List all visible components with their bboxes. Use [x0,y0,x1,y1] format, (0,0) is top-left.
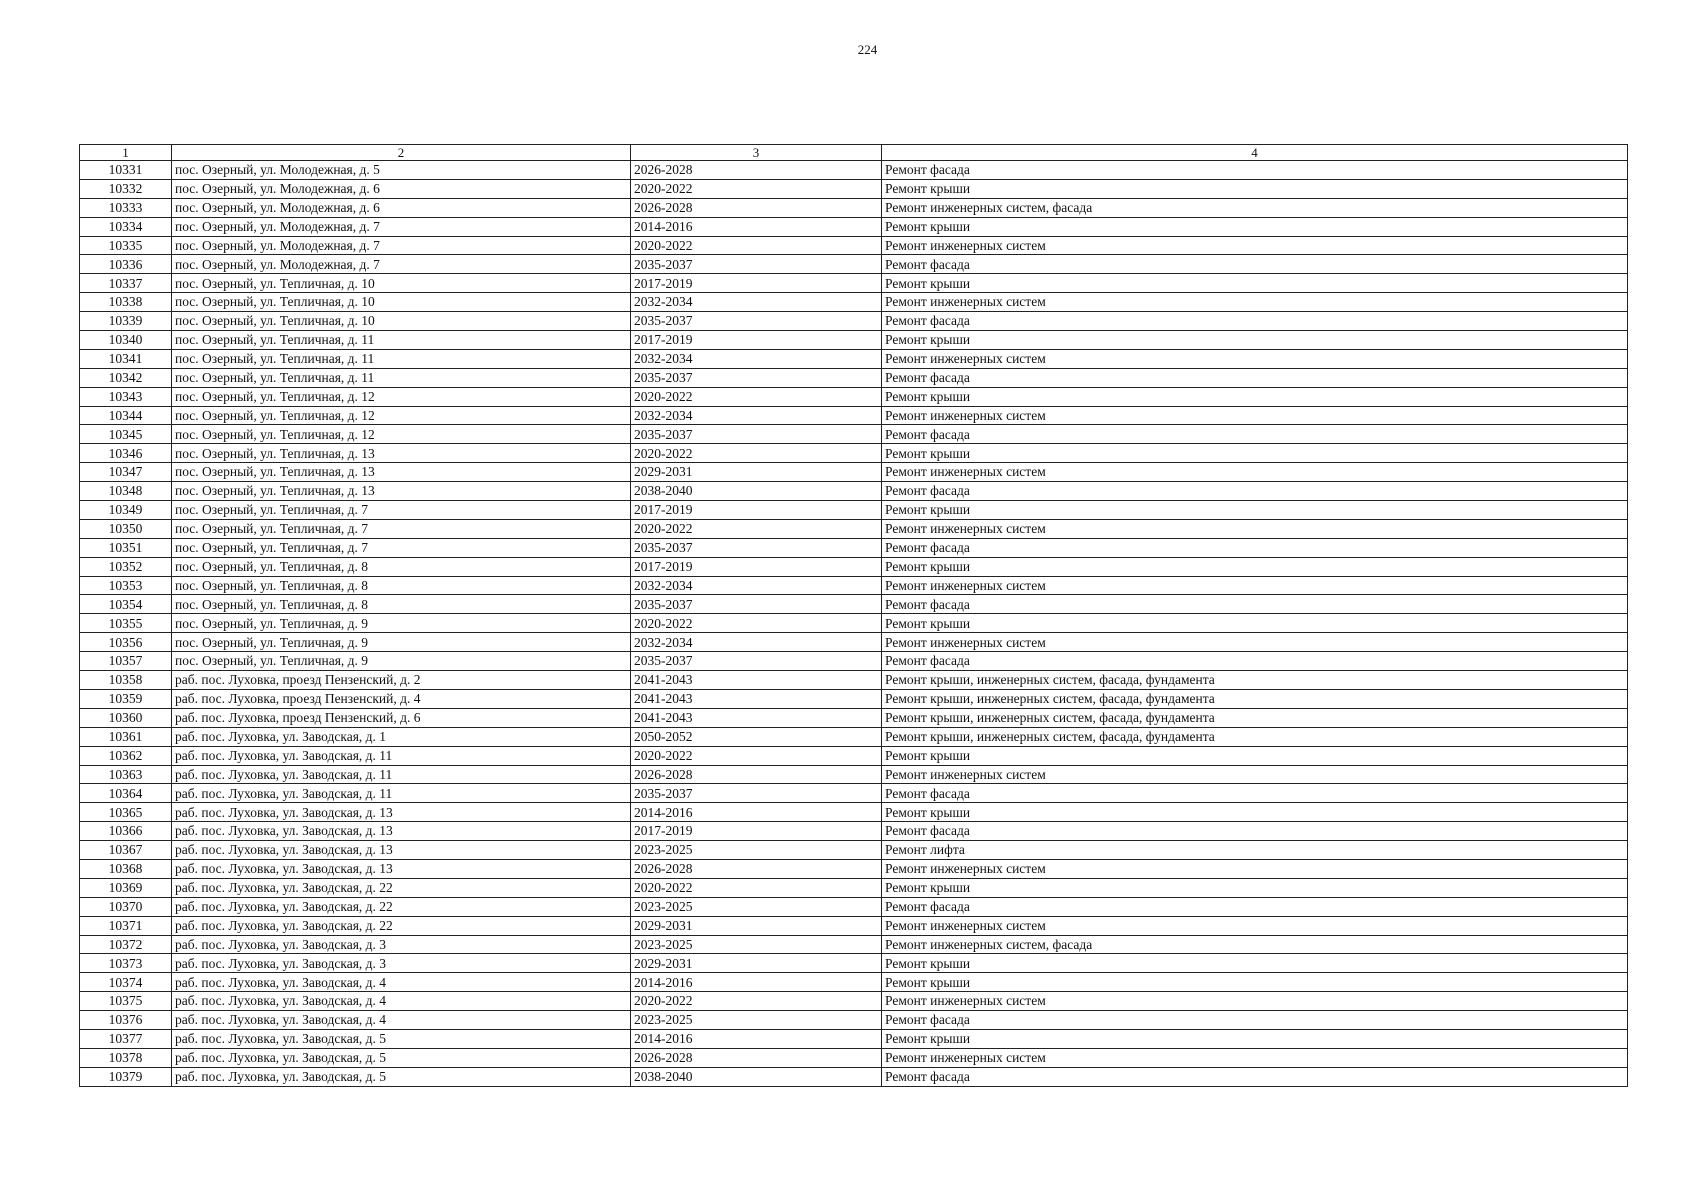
repair-schedule-table [79,144,1628,1087]
cell-address: раб. пос. Луховка, ул. Заводская, д. 5 [172,1067,631,1086]
cell-row-number: 10379 [80,1067,172,1086]
cell-work-type: Ремонт фасада [882,784,1628,803]
cell-row-number: 10339 [80,312,172,331]
cell-work-type: Ремонт инженерных систем [882,349,1628,368]
cell-address: пос. Озерный, ул. Тепличная, д. 11 [172,331,631,350]
cell-work-type: Ремонт инженерных систем [882,406,1628,425]
cell-address: пос. Озерный, ул. Тепличная, д. 8 [172,595,631,614]
cell-address: раб. пос. Луховка, ул. Заводская, д. 22 [172,897,631,916]
cell-row-number: 10344 [80,406,172,425]
cell-address: раб. пос. Луховка, ул. Заводская, д. 4 [172,992,631,1011]
cell-period: 2014-2016 [631,973,882,992]
table-row [80,727,1628,746]
cell-address: раб. пос. Луховка, ул. Заводская, д. 3 [172,935,631,954]
cell-address: раб. пос. Луховка, ул. Заводская, д. 11 [172,746,631,765]
header-row [80,145,1628,161]
cell-work-type: Ремонт фасада [882,1067,1628,1086]
cell-address: пос. Озерный, ул. Тепличная, д. 8 [172,557,631,576]
cell-row-number: 10349 [80,501,172,520]
cell-address: раб. пос. Луховка, ул. Заводская, д. 4 [172,973,631,992]
cell-row-number: 10333 [80,198,172,217]
cell-row-number: 10378 [80,1048,172,1067]
table-body [80,161,1628,1087]
table-row [80,822,1628,841]
cell-address: пос. Озерный, ул. Молодежная, д. 6 [172,198,631,217]
cell-row-number: 10346 [80,444,172,463]
cell-work-type: Ремонт крыши [882,557,1628,576]
cell-work-type: Ремонт фасада [882,161,1628,180]
cell-period: 2029-2031 [631,463,882,482]
cell-work-type: Ремонт крыши [882,954,1628,973]
table-row [80,312,1628,331]
cell-address: раб. пос. Луховка, ул. Заводская, д. 13 [172,822,631,841]
cell-row-number: 10375 [80,992,172,1011]
cell-row-number: 10334 [80,217,172,236]
cell-row-number: 10336 [80,255,172,274]
cell-address: раб. пос. Луховка, ул. Заводская, д. 22 [172,916,631,935]
table-row [80,161,1628,180]
cell-period: 2020-2022 [631,614,882,633]
cell-period: 2017-2019 [631,274,882,293]
cell-row-number: 10362 [80,746,172,765]
table-row [80,236,1628,255]
cell-period: 2041-2043 [631,671,882,690]
cell-address: раб. пос. Луховка, ул. Заводская, д. 3 [172,954,631,973]
cell-work-type: Ремонт инженерных систем [882,463,1628,482]
cell-address: пос. Озерный, ул. Тепличная, д. 13 [172,463,631,482]
cell-period: 2017-2019 [631,557,882,576]
table-row [80,501,1628,520]
table-row [80,349,1628,368]
cell-work-type: Ремонт крыши [882,803,1628,822]
table-row [80,633,1628,652]
cell-period: 2026-2028 [631,765,882,784]
cell-row-number: 10355 [80,614,172,633]
cell-row-number: 10345 [80,425,172,444]
table-row [80,576,1628,595]
cell-row-number: 10359 [80,689,172,708]
cell-address: раб. пос. Луховка, проезд Пензенский, д. 2 [172,671,631,690]
cell-address: пос. Озерный, ул. Тепличная, д. 11 [172,349,631,368]
table-row [80,425,1628,444]
cell-period: 2035-2037 [631,312,882,331]
cell-work-type: Ремонт крыши [882,973,1628,992]
cell-address: пос. Озерный, ул. Молодежная, д. 7 [172,236,631,255]
cell-row-number: 10367 [80,841,172,860]
cell-address: раб. пос. Луховка, ул. Заводская, д. 11 [172,784,631,803]
table-row [80,671,1628,690]
cell-period: 2026-2028 [631,198,882,217]
table-row [80,897,1628,916]
table-row [80,992,1628,1011]
cell-period: 2014-2016 [631,803,882,822]
cell-work-type: Ремонт крыши [882,746,1628,765]
table-row [80,217,1628,236]
cell-work-type: Ремонт крыши [882,444,1628,463]
cell-period: 2035-2037 [631,368,882,387]
table-row [80,954,1628,973]
cell-address: пос. Озерный, ул. Тепличная, д. 13 [172,444,631,463]
cell-period: 2032-2034 [631,349,882,368]
header-cell-4: 4 [882,145,1628,161]
cell-work-type: Ремонт инженерных систем [882,293,1628,312]
cell-period: 2035-2037 [631,652,882,671]
header-cell-3: 3 [631,145,882,161]
cell-period: 2026-2028 [631,1048,882,1067]
cell-work-type: Ремонт фасада [882,312,1628,331]
cell-row-number: 10341 [80,349,172,368]
cell-period: 2032-2034 [631,406,882,425]
cell-period: 2023-2025 [631,1011,882,1030]
cell-period: 2023-2025 [631,841,882,860]
cell-period: 2023-2025 [631,897,882,916]
cell-work-type: Ремонт крыши [882,614,1628,633]
cell-row-number: 10377 [80,1029,172,1048]
table-row [80,595,1628,614]
table-row [80,935,1628,954]
cell-address: пос. Озерный, ул. Тепличная, д. 11 [172,368,631,387]
cell-address: раб. пос. Луховка, ул. Заводская, д. 13 [172,841,631,860]
cell-address: раб. пос. Луховка, ул. Заводская, д. 5 [172,1029,631,1048]
cell-work-type: Ремонт фасада [882,1011,1628,1030]
cell-period: 2017-2019 [631,822,882,841]
cell-row-number: 10343 [80,387,172,406]
cell-period: 2029-2031 [631,916,882,935]
cell-work-type: Ремонт крыши [882,331,1628,350]
cell-work-type: Ремонт лифта [882,841,1628,860]
cell-row-number: 10358 [80,671,172,690]
cell-work-type: Ремонт инженерных систем [882,633,1628,652]
cell-period: 2029-2031 [631,954,882,973]
cell-work-type: Ремонт крыши [882,217,1628,236]
cell-row-number: 10370 [80,897,172,916]
cell-period: 2020-2022 [631,387,882,406]
cell-address: раб. пос. Луховка, ул. Заводская, д. 13 [172,803,631,822]
cell-work-type: Ремонт крыши, инженерных систем, фасада, фундамента [882,671,1628,690]
cell-address: пос. Озерный, ул. Молодежная, д. 7 [172,255,631,274]
table-row [80,841,1628,860]
cell-period: 2032-2034 [631,633,882,652]
table-row [80,198,1628,217]
cell-period: 2035-2037 [631,538,882,557]
cell-work-type: Ремонт крыши [882,1029,1628,1048]
cell-period: 2017-2019 [631,501,882,520]
cell-row-number: 10371 [80,916,172,935]
cell-row-number: 10374 [80,973,172,992]
cell-work-type: Ремонт инженерных систем [882,765,1628,784]
cell-work-type: Ремонт инженерных систем [882,519,1628,538]
cell-work-type: Ремонт инженерных систем, фасада [882,198,1628,217]
cell-row-number: 10363 [80,765,172,784]
table-row [80,331,1628,350]
cell-work-type: Ремонт фасада [882,897,1628,916]
cell-work-type: Ремонт крыши [882,501,1628,520]
cell-row-number: 10353 [80,576,172,595]
cell-row-number: 10340 [80,331,172,350]
cell-period: 2035-2037 [631,595,882,614]
cell-period: 2020-2022 [631,878,882,897]
table-row [80,293,1628,312]
cell-period: 2023-2025 [631,935,882,954]
cell-period: 2020-2022 [631,179,882,198]
cell-work-type: Ремонт крыши [882,387,1628,406]
table-row [80,916,1628,935]
cell-row-number: 10356 [80,633,172,652]
table-row [80,463,1628,482]
cell-work-type: Ремонт фасада [882,368,1628,387]
cell-address: раб. пос. Луховка, проезд Пензенский, д. 4 [172,689,631,708]
cell-period: 2035-2037 [631,425,882,444]
cell-row-number: 10360 [80,708,172,727]
table-row [80,614,1628,633]
cell-work-type: Ремонт инженерных систем [882,576,1628,595]
cell-row-number: 10342 [80,368,172,387]
cell-address: раб. пос. Луховка, ул. Заводская, д. 13 [172,859,631,878]
cell-work-type: Ремонт инженерных систем [882,916,1628,935]
cell-address: пос. Озерный, ул. Молодежная, д. 6 [172,179,631,198]
cell-row-number: 10338 [80,293,172,312]
table-row [80,274,1628,293]
table-row [80,1067,1628,1086]
cell-work-type: Ремонт инженерных систем [882,992,1628,1011]
table-row [80,784,1628,803]
table-row [80,652,1628,671]
table-row [80,1048,1628,1067]
cell-address: пос. Озерный, ул. Тепличная, д. 9 [172,633,631,652]
cell-row-number: 10335 [80,236,172,255]
cell-period: 2038-2040 [631,1067,882,1086]
cell-address: пос. Озерный, ул. Тепличная, д. 10 [172,293,631,312]
table-row [80,803,1628,822]
table-row [80,708,1628,727]
table-row [80,368,1628,387]
table-row [80,387,1628,406]
cell-row-number: 10354 [80,595,172,614]
cell-address: пос. Озерный, ул. Молодежная, д. 5 [172,161,631,180]
table-row [80,519,1628,538]
cell-period: 2014-2016 [631,1029,882,1048]
cell-row-number: 10368 [80,859,172,878]
cell-period: 2020-2022 [631,746,882,765]
cell-row-number: 10347 [80,463,172,482]
cell-row-number: 10331 [80,161,172,180]
cell-work-type: Ремонт фасада [882,425,1628,444]
cell-row-number: 10376 [80,1011,172,1030]
cell-address: пос. Озерный, ул. Тепличная, д. 9 [172,652,631,671]
cell-row-number: 10361 [80,727,172,746]
cell-work-type: Ремонт инженерных систем, фасада [882,935,1628,954]
table-row [80,482,1628,501]
cell-work-type: Ремонт инженерных систем [882,236,1628,255]
cell-period: 2014-2016 [631,217,882,236]
cell-row-number: 10352 [80,557,172,576]
cell-period: 2041-2043 [631,708,882,727]
cell-row-number: 10332 [80,179,172,198]
cell-work-type: Ремонт фасада [882,652,1628,671]
cell-address: пос. Озерный, ул. Тепличная, д. 7 [172,538,631,557]
table-row [80,538,1628,557]
cell-period: 2026-2028 [631,859,882,878]
cell-period: 2020-2022 [631,519,882,538]
table-row [80,973,1628,992]
table-row [80,557,1628,576]
cell-period: 2017-2019 [631,331,882,350]
cell-address: раб. пос. Луховка, ул. Заводская, д. 22 [172,878,631,897]
table-row [80,406,1628,425]
cell-period: 2050-2052 [631,727,882,746]
cell-period: 2020-2022 [631,236,882,255]
table-row [80,765,1628,784]
cell-work-type: Ремонт крыши [882,179,1628,198]
cell-work-type: Ремонт фасада [882,482,1628,501]
cell-row-number: 10373 [80,954,172,973]
table-row [80,746,1628,765]
cell-row-number: 10365 [80,803,172,822]
cell-address: раб. пос. Луховка, ул. Заводская, д. 11 [172,765,631,784]
cell-work-type: Ремонт крыши [882,274,1628,293]
cell-row-number: 10364 [80,784,172,803]
table-row [80,859,1628,878]
table-row [80,179,1628,198]
cell-period: 2026-2028 [631,161,882,180]
cell-work-type: Ремонт крыши, инженерных систем, фасада, фундамента [882,689,1628,708]
cell-work-type: Ремонт инженерных систем [882,1048,1628,1067]
cell-work-type: Ремонт крыши [882,878,1628,897]
cell-period: 2035-2037 [631,784,882,803]
table-row [80,1011,1628,1030]
header-cell-1: 1 [80,145,172,161]
cell-period: 2035-2037 [631,255,882,274]
cell-row-number: 10366 [80,822,172,841]
header-cell-2: 2 [172,145,631,161]
cell-address: пос. Озерный, ул. Тепличная, д. 9 [172,614,631,633]
cell-work-type: Ремонт фасада [882,822,1628,841]
cell-address: пос. Озерный, ул. Тепличная, д. 12 [172,425,631,444]
cell-period: 2041-2043 [631,689,882,708]
cell-work-type: Ремонт крыши, инженерных систем, фасада, фундамента [882,727,1628,746]
cell-period: 2038-2040 [631,482,882,501]
cell-work-type: Ремонт крыши, инженерных систем, фасада, фундамента [882,708,1628,727]
cell-work-type: Ремонт фасада [882,255,1628,274]
cell-address: раб. пос. Луховка, ул. Заводская, д. 5 [172,1048,631,1067]
table-row [80,255,1628,274]
cell-address: пос. Озерный, ул. Тепличная, д. 8 [172,576,631,595]
cell-work-type: Ремонт фасада [882,538,1628,557]
cell-row-number: 10350 [80,519,172,538]
cell-period: 2020-2022 [631,444,882,463]
cell-address: пос. Озерный, ул. Тепличная, д. 12 [172,387,631,406]
cell-row-number: 10337 [80,274,172,293]
cell-row-number: 10372 [80,935,172,954]
cell-address: раб. пос. Луховка, проезд Пензенский, д. 6 [172,708,631,727]
cell-address: пос. Озерный, ул. Тепличная, д. 13 [172,482,631,501]
cell-address: пос. Озерный, ул. Тепличная, д. 10 [172,274,631,293]
cell-period: 2020-2022 [631,992,882,1011]
cell-address: пос. Озерный, ул. Молодежная, д. 7 [172,217,631,236]
cell-period: 2032-2034 [631,576,882,595]
cell-address: пос. Озерный, ул. Тепличная, д. 12 [172,406,631,425]
cell-row-number: 10348 [80,482,172,501]
cell-address: раб. пос. Луховка, ул. Заводская, д. 1 [172,727,631,746]
cell-work-type: Ремонт инженерных систем [882,859,1628,878]
table-row [80,878,1628,897]
table-row [80,1029,1628,1048]
cell-work-type: Ремонт фасада [882,595,1628,614]
table-row [80,689,1628,708]
cell-row-number: 10351 [80,538,172,557]
cell-address: пос. Озерный, ул. Тепличная, д. 7 [172,519,631,538]
cell-row-number: 10369 [80,878,172,897]
cell-period: 2032-2034 [631,293,882,312]
cell-address: пос. Озерный, ул. Тепличная, д. 10 [172,312,631,331]
cell-row-number: 10357 [80,652,172,671]
page-number: 224 [857,42,878,57]
table-row [80,444,1628,463]
cell-address: пос. Озерный, ул. Тепличная, д. 7 [172,501,631,520]
cell-address: раб. пос. Луховка, ул. Заводская, д. 4 [172,1011,631,1030]
